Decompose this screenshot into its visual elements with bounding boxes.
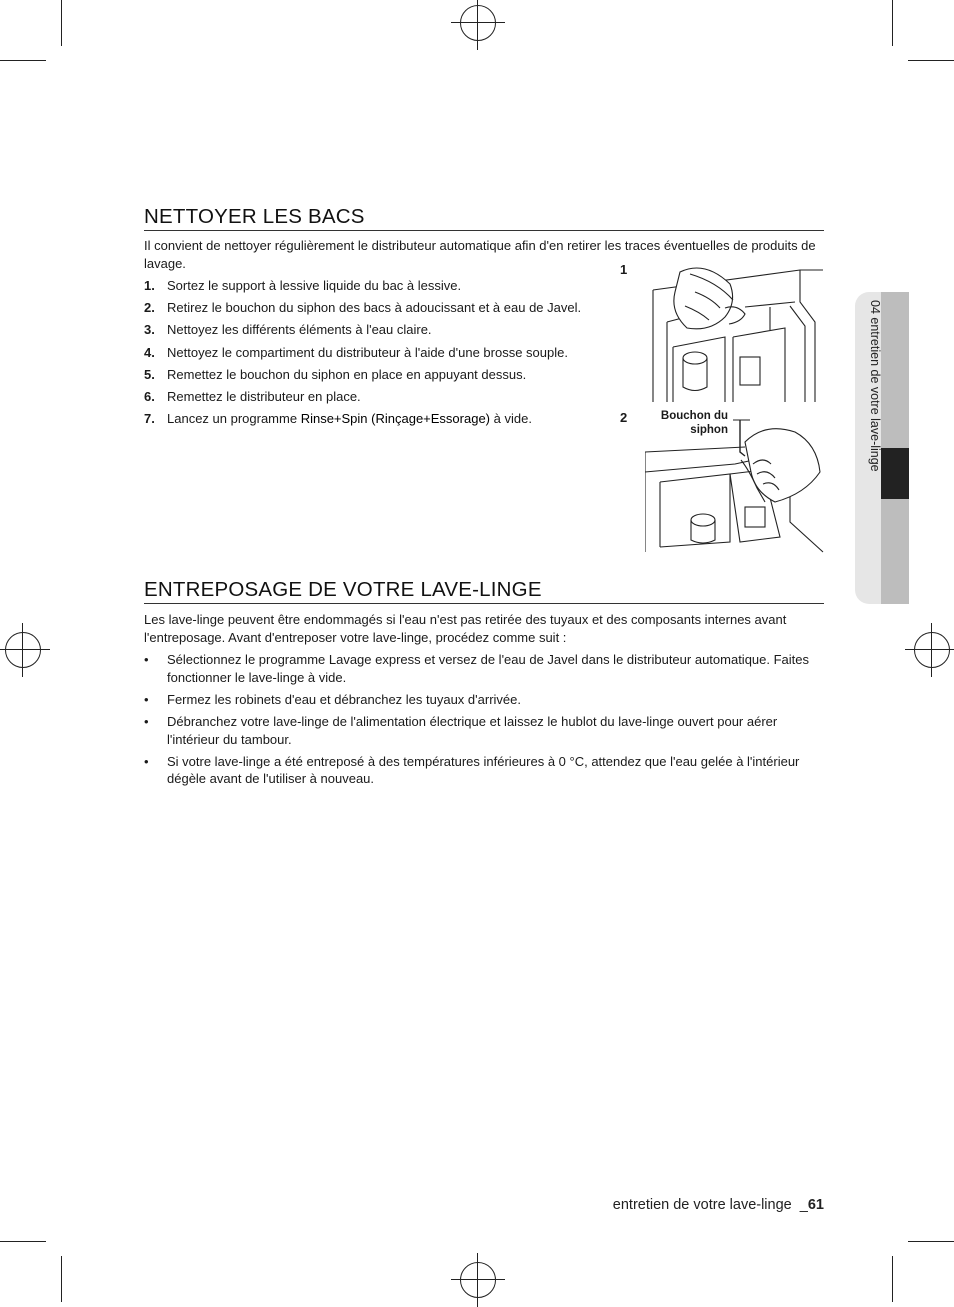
crop-mark bbox=[892, 0, 893, 46]
chapter-tab-marker bbox=[881, 448, 909, 499]
registration-mark bbox=[914, 632, 950, 668]
figure-label-2: 2 bbox=[620, 410, 628, 425]
step-item: 3. Nettoyez les différents éléments à l'eau claire. bbox=[144, 322, 432, 338]
crop-mark bbox=[61, 1256, 62, 1302]
step-item: 6. Remettez le distributeur en place. bbox=[144, 388, 361, 404]
crop-mark bbox=[892, 1256, 893, 1302]
section-title-nettoyer: NETTOYER LES BACS bbox=[144, 205, 824, 231]
step-item: 7. Lancez un programme Rinse+Spin (Rinçage+Essorage) à vide. bbox=[144, 411, 532, 427]
registration-mark bbox=[5, 632, 41, 668]
registration-mark bbox=[460, 1262, 496, 1298]
crop-mark bbox=[0, 60, 46, 61]
step-item: 4. Nettoyez le compartiment du distributeur à l'aide d'une brosse souple. bbox=[144, 344, 568, 360]
siphon-callout: Bouchon du siphon bbox=[660, 410, 728, 436]
figure-label-1: 1 bbox=[620, 262, 628, 277]
program-name: Rinse+Spin (Rinçage+Essorage) bbox=[300, 411, 491, 427]
page-footer bbox=[613, 1197, 824, 1213]
section-title-entreposage: ENTREPOSAGE DE VOTRE LAVE-LINGE bbox=[144, 578, 824, 604]
crop-mark bbox=[0, 1241, 46, 1242]
section1-intro: Il convient de nettoyer régulièrement le distributeur automatique afin d'en retirer les traces éventuelles de produits de lavage. bbox=[144, 238, 816, 271]
step-item: 1. Sortez le support à lessive liquide du bac à lessive. bbox=[144, 278, 462, 293]
list-item: • Si votre lave-linge a été entreposé à des températures inférieures à 0 °C, attendez que l'eau gelée à l'intérieur dégèle avant de l'utiliser à nouveau. bbox=[144, 753, 800, 787]
dispenser-illustration-1 bbox=[625, 262, 825, 407]
footer-text: entretien de votre lave-linge _ bbox=[612, 1197, 808, 1213]
crop-mark bbox=[61, 0, 62, 46]
list-item: • Débranchez votre lave-linge de l'alimentation électrique et laissez le hublot du lave-linge ouvert pour aérer l'intérieur du tambour. bbox=[144, 714, 778, 747]
cleaning-steps bbox=[144, 277, 619, 432]
storage-bullets bbox=[144, 651, 814, 793]
crop-mark bbox=[908, 1241, 954, 1242]
list-item: • Fermez les robinets d'eau et débranchez les tuyaux d'arrivée. bbox=[144, 691, 521, 707]
section2-intro: Les lave-linge peuvent être endommagés si l'eau n'est pas retirée des tuyaux et des composants internes avant l'entreposage. Avant d'entreposer votre lave-linge, procédez comme suit : bbox=[144, 612, 787, 645]
crop-mark bbox=[908, 60, 954, 61]
list-item: • Sélectionnez le programme Lavage express et versez de l'eau de Javel dans le distributeur automatique. Faites fonctionner le lave-linge à vide. bbox=[144, 652, 810, 685]
step-item: 5. Remettez le bouchon du siphon en place en appuyant dessus. bbox=[144, 366, 527, 382]
dispenser-illustration-2 bbox=[645, 412, 825, 557]
step-item: 2. Retirez le bouchon du siphon des bacs à adoucissant et à eau de Javel. bbox=[144, 300, 582, 316]
page-number: 61 bbox=[807, 1197, 824, 1213]
registration-mark bbox=[460, 5, 496, 41]
chapter-tab-label: 04 entretien de votre lave-linge bbox=[868, 300, 882, 472]
